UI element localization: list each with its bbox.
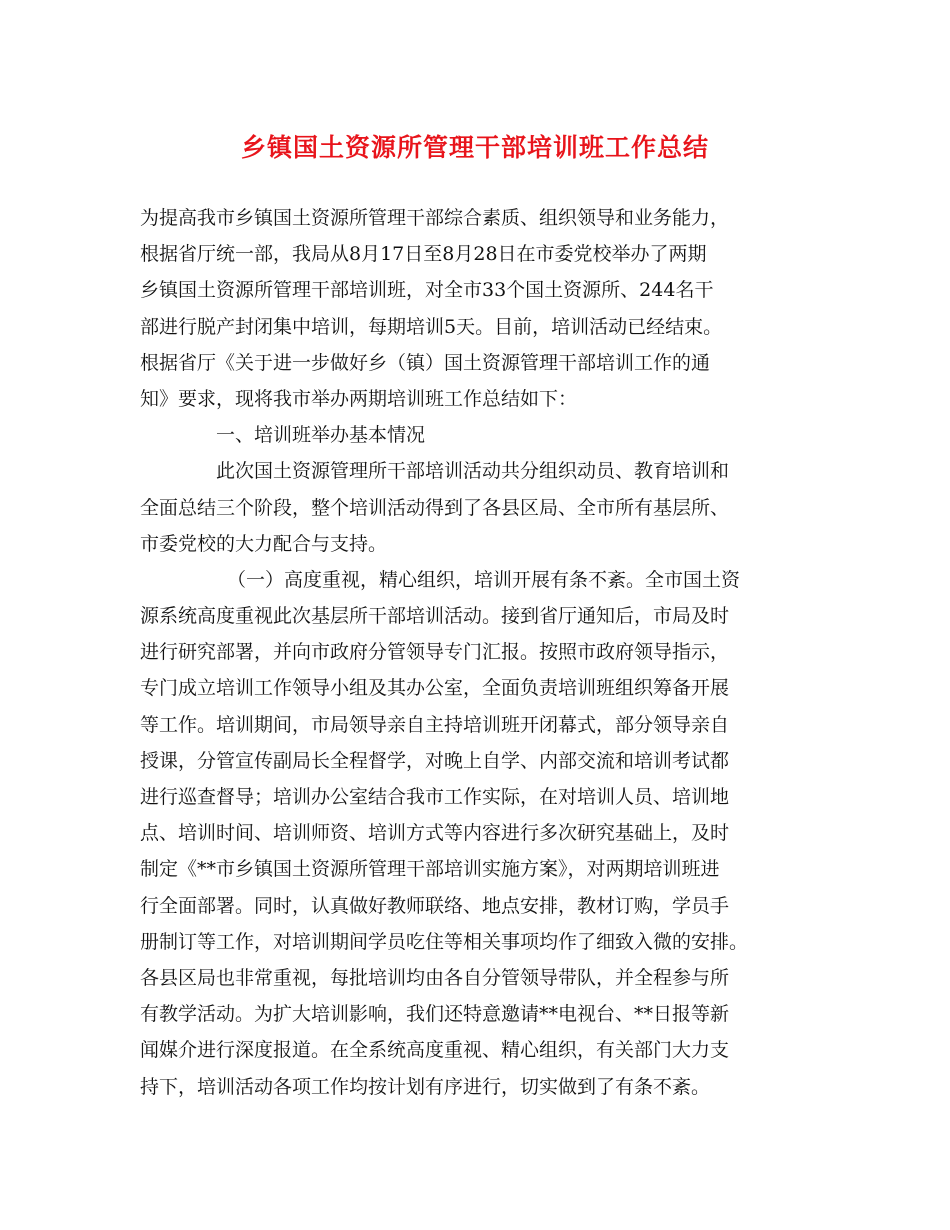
- paragraph-line: 专门成立培训工作领导小组及其办公室，全面负责培训班组织筹备开展: [140, 677, 730, 700]
- paragraph-line: 部进行脱产封闭集中培训，每期培训5天。目前，培训活动已经结束。: [140, 315, 723, 338]
- paragraph-line: 等工作。培训期间，市局领导亲自主持培训班开闭幕式，部分领导亲自: [140, 713, 730, 736]
- paragraph-line: 持下，培训活动各项工作均按计划有序进行，切实做到了有条不紊。: [140, 1075, 711, 1098]
- paragraph-line: 有教学活动。为扩大培训影响，我们还特意邀请**电视台、**日报等新: [140, 1003, 730, 1026]
- paragraph-line: 源系统高度重视此次基层所干部培训活动。接到省厅通知后，市局及时: [140, 605, 730, 628]
- paragraph-line: 根据省厅统一部，我局从8月17日至8月28日在市委党校举办了两期: [140, 243, 707, 266]
- paragraph-line: 点、培训时间、培训师资、培训方式等内容进行多次研究基础上，及时: [140, 822, 730, 845]
- paragraph-line: 乡镇国土资源所管理干部培训班，对全市33个国土资源所、244名干: [140, 279, 714, 302]
- paragraph-line: 制定《**市乡镇国土资源所管理干部培训实施方案》，对两期培训班进: [140, 858, 720, 881]
- paragraph-line: 进行巡查督导；培训办公室结合我市工作实际，在对培训人员、培训地: [140, 786, 730, 808]
- paragraph-line: 为提高我市乡镇国土资源所管理干部综合素质、组织领导和业务能力，: [140, 207, 730, 229]
- paragraph-line: 行全面部署。同时，认真做好教师联络、地点安排，教材订购，学员手: [140, 894, 730, 917]
- paragraph-line: 全面总结三个阶段，整个培训活动得到了各县区局、全市所有基层所、: [140, 496, 730, 519]
- paragraph-line: 市委党校的大力配合与支持。: [140, 532, 388, 555]
- paragraph-line: 此次国土资源管理所干部培训活动共分组织动员、教育培训和: [216, 460, 730, 483]
- paragraph-line: 各县区局也非常重视，每批培训均由各自分管领导带队，并全程参与所: [140, 966, 730, 989]
- paragraph-line: 授课，分管宣传副局长全程督学，对晚上自学、内部交流和培训考试都: [140, 749, 730, 772]
- paragraph-line: 闻媒介进行深度报道。在全系统高度重视、精心组织，有关部门大力支: [140, 1039, 730, 1062]
- paragraph-line: 根据省厅《关于进一步做好乡（镇）国土资源管理干部培训工作的通: [140, 351, 711, 374]
- document-title: 乡镇国土资源所管理干部培训班工作总结: [240, 133, 709, 162]
- subsection-line: （一）高度重视，精心组织，培训开展有条不紊。全市国土资: [227, 568, 741, 591]
- paragraph-line: 知》要求，现将我市举办两期培训班工作总结如下：: [140, 387, 578, 410]
- document-body: [140, 200, 820, 1105]
- section-heading: 一、培训班举办基本情况: [216, 424, 426, 447]
- paragraph-line: 册制订等工作，对培训期间学员吃住等相关事项均作了细致入微的安排。: [140, 930, 749, 953]
- paragraph-line: 进行研究部署，并向市政府分管领导专门汇报。按照市政府领导指示，: [140, 641, 730, 664]
